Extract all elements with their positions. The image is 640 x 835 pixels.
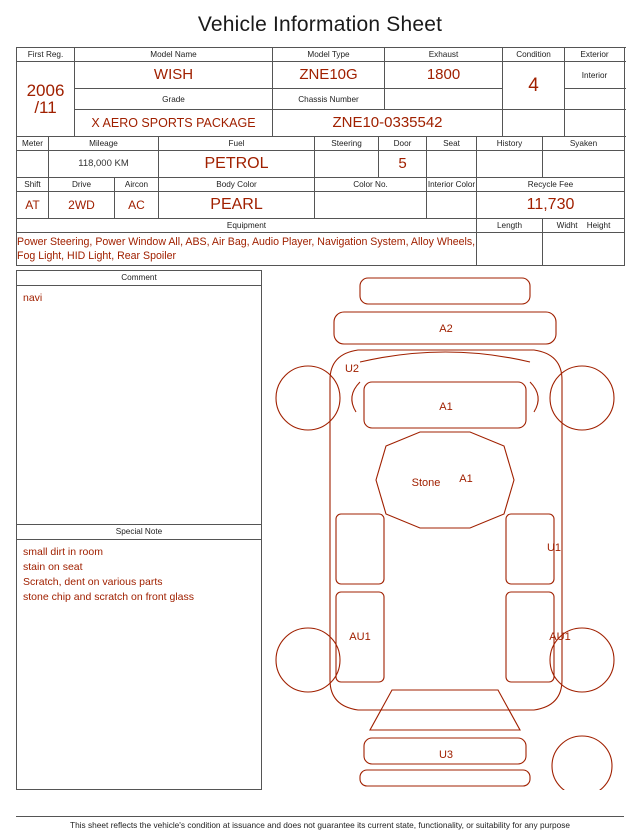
recycle-fee-label: Recycle Fee <box>477 178 625 192</box>
lower-section <box>16 270 624 790</box>
first-reg-value <box>17 62 75 137</box>
mirror-right <box>530 382 538 412</box>
right-rear-door <box>506 592 554 682</box>
interior-color-label: Interior Color <box>427 178 477 192</box>
steering-label: Steering <box>315 137 379 151</box>
special-note-section <box>17 524 261 610</box>
car-outline-svg <box>268 270 624 790</box>
meter-label: Meter <box>17 137 49 151</box>
model-name-value: WISH <box>75 62 273 89</box>
exhaust-value: 1800 <box>385 62 503 89</box>
equipment-value: Power Steering, Power Window All, ABS, Air Bag, Audio Player, Navigation System, Alloy Wheels, Fog Light, HID Light, Rear Spoiler <box>17 233 477 266</box>
special-note-label: Special Note <box>17 525 261 540</box>
interior-label: Interior <box>565 62 625 89</box>
length-label: Length <box>477 219 543 233</box>
shift-value: AT <box>17 192 49 219</box>
model-name-label: Model Name <box>75 48 273 62</box>
aircon-value: AC <box>115 192 159 219</box>
comment-note-panel <box>16 270 262 790</box>
body-color-label: Body Color <box>159 178 315 192</box>
condition-value: 4 <box>503 62 565 110</box>
grade-value: X AERO SPORTS PACKAGE <box>75 110 273 137</box>
length-value <box>477 233 543 266</box>
exhaust-label: Exhaust <box>385 48 503 62</box>
mark-a2: A2 <box>439 323 453 335</box>
drive-value: 2WD <box>49 192 115 219</box>
mirror-left <box>352 382 360 412</box>
width-height-labels <box>543 219 625 233</box>
shift-label: Shift <box>17 178 49 192</box>
comment-label: Comment <box>17 271 261 286</box>
model-type-label: Model Type <box>273 48 385 62</box>
syaken-label: Syaken <box>543 137 625 151</box>
body-color-value: PEARL <box>159 192 315 219</box>
condition-label: Condition <box>503 48 565 62</box>
first-reg-month: /11 <box>34 98 57 117</box>
height-label: Height <box>586 221 611 230</box>
mark-au1-right: AU1 <box>549 631 571 643</box>
windshield-line <box>360 352 530 362</box>
chassis-value: ZNE10-0335542 <box>273 110 503 137</box>
first-reg-year: 2006 <box>26 81 65 100</box>
mark-a1-top: A1 <box>439 401 453 413</box>
sheet-body <box>0 47 640 790</box>
fuel-value: PETROL <box>159 151 315 178</box>
spec-table <box>16 136 625 266</box>
special-note-line: stone chip and scratch on front glass <box>23 591 195 603</box>
mileage-label: Mileage <box>49 137 159 151</box>
mark-a1-center: A1 <box>459 473 473 485</box>
seat-value <box>427 151 477 178</box>
left-front-door <box>336 514 384 584</box>
front-bumper-shape <box>360 278 530 304</box>
aircon-label: Aircon <box>115 178 159 192</box>
special-note-line: Scratch, dent on various parts <box>23 576 163 588</box>
color-no-label: Color No. <box>315 178 427 192</box>
page-title: Vehicle Information Sheet <box>197 13 443 36</box>
mark-stone: Stone <box>411 477 441 489</box>
special-note-value <box>17 540 261 610</box>
door-label: Door <box>379 137 427 151</box>
meter-value <box>17 151 49 178</box>
interior-value <box>565 89 625 110</box>
mark-u2: U2 <box>344 363 360 375</box>
grade-label: Grade <box>75 89 273 110</box>
vehicle-damage-diagram <box>268 270 624 790</box>
footer-disclaimer: This sheet reflects the vehicle's condition at issuance and does not guarantee its current state, functionality, or suitability for any purpose <box>16 816 624 830</box>
door-value: 5 <box>379 151 427 178</box>
rear-bumper-shape <box>360 770 530 786</box>
spare-wheel <box>552 736 612 790</box>
model-type-value: ZNE10G <box>273 62 385 89</box>
recycle-fee-value: 11,730 <box>477 192 625 219</box>
mark-au1-left: AU1 <box>349 631 371 643</box>
interior-color-value <box>427 192 477 219</box>
seat-label: Seat <box>427 137 477 151</box>
mark-u3: U3 <box>438 749 454 761</box>
syaken-value <box>543 151 625 178</box>
header-table <box>16 47 625 137</box>
roof-center-panel <box>376 432 514 528</box>
history-label: History <box>477 137 543 151</box>
width-label: Widht <box>556 221 578 230</box>
fuel-label: Fuel <box>159 137 315 151</box>
comment-value: navi <box>23 292 43 304</box>
exterior-value <box>503 110 565 137</box>
spacer-a <box>385 89 503 110</box>
first-reg-label: First Reg. <box>17 48 75 62</box>
drive-label: Drive <box>49 178 115 192</box>
steering-value <box>315 151 379 178</box>
color-no-value <box>315 192 427 219</box>
spacer-b <box>565 110 625 137</box>
exterior-label: Exterior <box>565 48 625 62</box>
special-note-line: small dirt in room <box>23 546 103 558</box>
history-value <box>477 151 543 178</box>
width-height-values <box>543 233 625 266</box>
chassis-label: Chassis Number <box>273 89 385 110</box>
equipment-label: Equipment <box>17 219 477 233</box>
special-note-line: stain on seat <box>23 561 83 573</box>
mileage-value: 118,000 KM <box>49 151 159 178</box>
mark-u1-right: U1 <box>546 542 562 554</box>
wheel-front-right <box>550 366 614 430</box>
